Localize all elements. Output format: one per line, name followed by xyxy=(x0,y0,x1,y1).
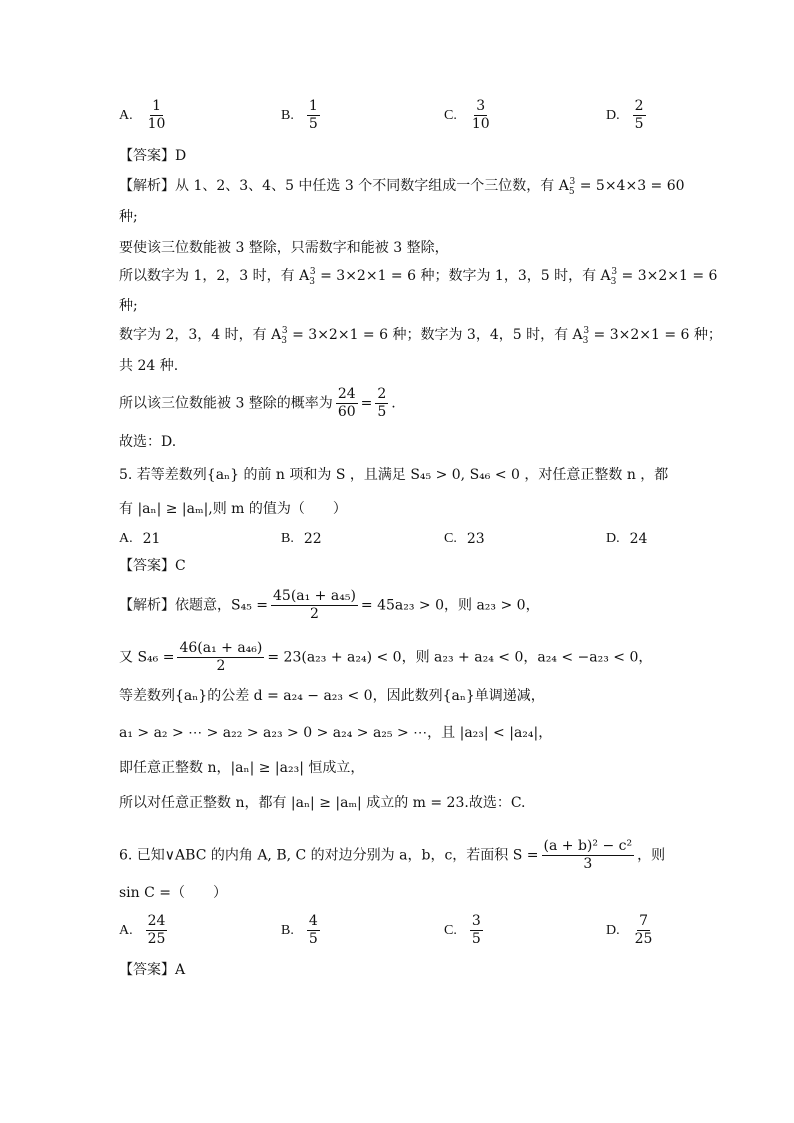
numerator: 3 xyxy=(476,98,486,114)
option-label: B. xyxy=(281,922,294,938)
fraction xyxy=(470,98,492,133)
numerator: 7 xyxy=(639,913,648,929)
q4-analysis-line-8 xyxy=(119,386,396,421)
q6-answer: 【答案】A xyxy=(119,962,186,978)
denominator: 5 xyxy=(308,116,318,132)
denominator: 5 xyxy=(377,404,387,420)
text: 【解析】从 1、2、3、4、5 中任选 3 个不同数字组成一个三位数，有 A xyxy=(119,178,569,194)
q6-option-b xyxy=(281,913,323,948)
q4-analysis-line-2: 种; xyxy=(119,209,138,225)
option-label: B. xyxy=(281,107,294,123)
q5-option-c xyxy=(444,531,485,547)
numerator: 24 xyxy=(337,386,356,402)
numerator: 2 xyxy=(377,386,387,402)
option-label: B. xyxy=(281,531,294,546)
option-text: 23 xyxy=(466,531,485,547)
q4-analysis-line-3: 要使该三位数能被 3 整除，只需数字和能被 3 整除， xyxy=(119,240,449,256)
text: = 45a₂₃ > 0，则 a₂₃ > 0， xyxy=(360,597,540,614)
denominator: 60 xyxy=(337,404,356,420)
fraction xyxy=(307,913,320,948)
q6-option-d xyxy=(606,913,657,948)
fraction xyxy=(146,98,168,133)
text: 所以数字为 1，2，3 时，有 A xyxy=(119,268,310,284)
fraction xyxy=(307,98,320,133)
fraction xyxy=(633,913,655,948)
numerator: 1 xyxy=(152,98,161,114)
fraction xyxy=(633,98,646,133)
text: 数字为 2，3，4 时，有 A xyxy=(119,327,282,343)
q5-stem-line-1: 5. 若等差数列{aₙ} 的前 n 项和为 S ，且满足 S₄₅ > 0, S₄₆ < 0 ，对任意正整数 n ，都 xyxy=(119,467,669,483)
denominator: 2 xyxy=(216,658,226,674)
denominator: 25 xyxy=(147,931,166,947)
numerator: (a + b)² − c² xyxy=(543,838,633,854)
q4-option-b xyxy=(281,98,323,133)
q4-analysis-line-1: 【解析】从 1、2、3、4、5 中任选 3 个不同数字组成一个三位数，有 $A_5^3 = 5\times 4\times 3 = 60$ xyxy=(119,177,685,197)
text: = 5×4×3 = 60 xyxy=(575,178,685,194)
option-text: 22 xyxy=(303,531,322,547)
denominator: 5 xyxy=(634,116,644,132)
q4-analysis-line-4: 所以数字为 1，2，3 时，有 $A_3^3 = 3\times 2\times 1 = 6$ 种；数字为 1，3，5 时，有 $A_3^3 = 3\times 2\times 1 = 6$ xyxy=(119,267,718,287)
q6-stem-line-1 xyxy=(119,838,665,873)
numerator: 46(a₁ + a₄₆) xyxy=(179,640,263,656)
fraction xyxy=(375,386,388,421)
q5-stem-line-2: 有 |aₙ| ≥ |aₘ|,则 m 的值为（ ） xyxy=(119,501,347,517)
option-label: A. xyxy=(119,922,133,938)
numerator: 2 xyxy=(634,98,644,114)
option-label: C. xyxy=(444,922,457,938)
q5-option-a xyxy=(119,531,160,547)
text: = 23(a₂₃ + a₂₄) < 0，则 a₂₃ + a₂₄ < 0，a₂₄ < −a₂₃ < 0， xyxy=(267,649,653,666)
option-label: C. xyxy=(444,531,457,546)
denominator: 3 xyxy=(583,856,593,872)
option-label: C. xyxy=(444,107,457,123)
numerator: 45(a₁ + a₄₅) xyxy=(273,588,356,604)
text: . xyxy=(391,395,396,412)
q5-analysis-line-5: 即任意正整数 n，|aₙ| ≥ |a₂₃| 恒成立， xyxy=(119,760,365,776)
q5-analysis-line-3: 等差数列{aₙ}的公差 d = a₂₄ − a₂₃ < 0，因此数列{aₙ}单调递减， xyxy=(119,688,545,704)
numerator: 3 xyxy=(471,913,481,929)
text: 【解析】依题意，S₄₅ = xyxy=(119,597,268,614)
denominator: 5 xyxy=(308,931,318,947)
q5-analysis-line-4: a₁ > a₂ > ⋯ > a₂₂ > a₂₃ > 0 > a₂₄ > a₂₅ > ⋯，且 |a₂₃| < |a₂₄|， xyxy=(119,725,553,741)
text: 所以该三位数能被 3 整除的概率为 xyxy=(119,395,333,412)
denominator: 10 xyxy=(471,116,490,132)
fraction xyxy=(470,913,483,948)
q5-option-b xyxy=(281,531,322,547)
fraction xyxy=(177,640,264,675)
q6-option-c xyxy=(444,913,486,948)
text: = 3×2×1 = 6 种；数字为 1，3，5 时，有 A xyxy=(315,268,611,284)
numerator: 1 xyxy=(308,98,318,114)
denominator: 5 xyxy=(471,931,481,947)
fraction xyxy=(146,913,168,948)
text: = xyxy=(360,395,373,412)
fraction xyxy=(542,838,635,873)
option-label: D. xyxy=(606,107,620,123)
fraction xyxy=(271,588,358,623)
q4-answer: 【答案】D xyxy=(119,148,187,164)
fraction xyxy=(336,386,358,421)
denominator: 10 xyxy=(147,116,166,132)
option-text: 24 xyxy=(629,531,648,547)
q6-option-a xyxy=(119,913,170,948)
text: 又 S₄₆ = xyxy=(119,649,175,666)
option-label: D. xyxy=(606,922,620,938)
denominator: 2 xyxy=(309,606,319,622)
text: ，则 xyxy=(637,847,666,864)
q4-analysis-line-9: 故选：D. xyxy=(119,434,177,450)
q5-analysis-line-6: 所以对任意正整数 n，都有 |aₙ| ≥ |aₘ| 成立的 m = 23.故选：C. xyxy=(119,795,526,811)
denominator: 25 xyxy=(634,931,653,947)
q4-analysis-line-5: 种; xyxy=(119,298,138,314)
text: = 3×2×1 = 6 种； xyxy=(589,327,722,343)
numerator: 4 xyxy=(308,913,318,929)
option-label: D. xyxy=(606,531,620,546)
q4-option-c xyxy=(444,98,495,133)
q5-analysis-line-1 xyxy=(119,588,540,623)
q5-answer: 【答案】C xyxy=(119,558,186,574)
option-text: 21 xyxy=(142,531,161,547)
text: 6. 已知∨ABC 的内角 A, B, C 的对边分别为 a，b，c，若面积 S = xyxy=(119,847,539,864)
q5-analysis-line-2 xyxy=(119,640,652,675)
numerator: 24 xyxy=(147,913,166,929)
q4-analysis-line-6: 数字为 2，3，4 时，有 $A_3^3 = 3\times 2\times 1 = 6$ 种；数字为 3，4，5 时，有 $A_3^3 = 3\times 2\times 1 = 6$ 种； xyxy=(119,326,722,346)
q4-option-a xyxy=(119,98,170,133)
q6-stem-line-2: sin C =（ ） xyxy=(119,885,228,901)
option-label: A. xyxy=(119,531,133,546)
q5-option-d xyxy=(606,531,647,547)
q4-option-d xyxy=(606,98,649,133)
text: = 3×2×1 = 6 xyxy=(617,268,718,284)
option-label: A. xyxy=(119,107,133,123)
q4-analysis-line-7: 共 24 种. xyxy=(119,358,179,374)
text: = 3×2×1 = 6 种；数字为 3，4，5 时，有 A xyxy=(287,327,583,343)
